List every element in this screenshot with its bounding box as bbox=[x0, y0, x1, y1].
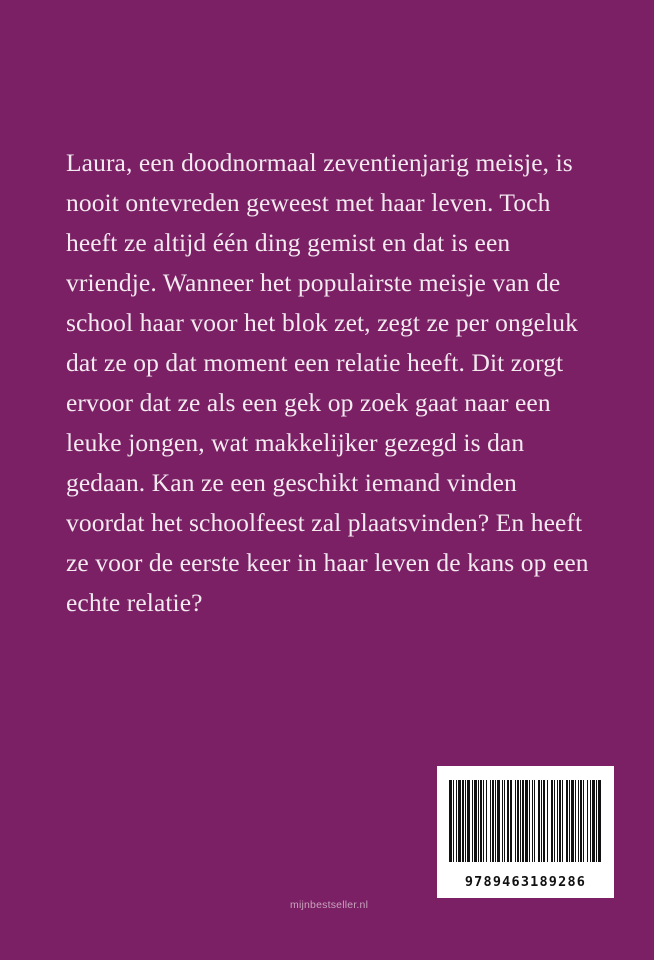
publisher-imprint: mijnbestseller.nl bbox=[290, 899, 369, 911]
barcode-bar bbox=[601, 780, 602, 862]
barcode bbox=[437, 766, 614, 898]
barcode-bars bbox=[449, 780, 602, 862]
barcode-number: 9789463189286 bbox=[464, 873, 587, 890]
blurb-text: Laura, een doodnormaal zeventienjarig meisje, is nooit ontevreden geweest met haar leven. Toch heeft ze altijd één ding gemist en dat is een vriendje. Wanneer het populairste meisje van de school haar voor het blok zet, zegt ze per ongeluk dat ze op dat moment een relatie heeft. Dit zorgt ervoor dat ze als een gek op zoek gaat naar een leuke jongen, wat makkelijker gezegd is dan gedaan. Kan ze een geschikt iemand vinden voordat het schoolfeest zal plaatsvinden? En heeft ze voor de eerste keer in haar leven de kans op een echte relatie? bbox=[66, 148, 596, 617]
